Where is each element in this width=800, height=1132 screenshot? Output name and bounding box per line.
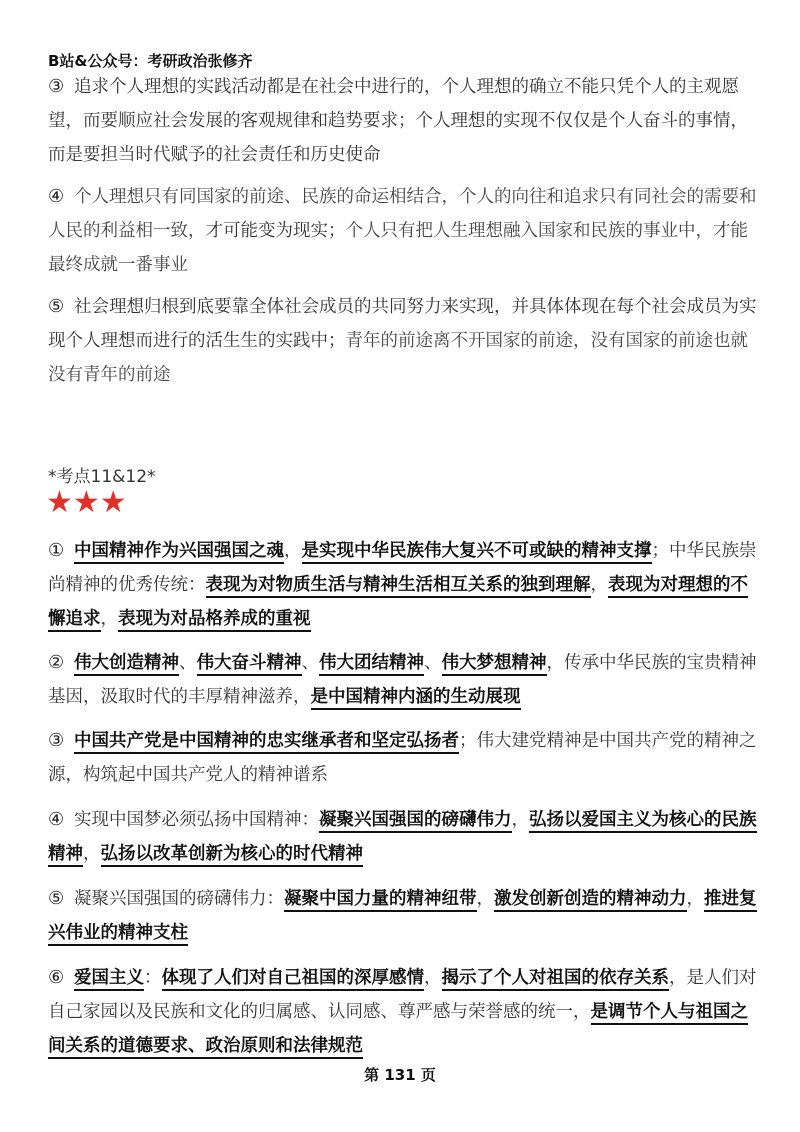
item-text: ， bbox=[590, 575, 608, 595]
item-number: ③ bbox=[48, 76, 65, 97]
item-text: ， bbox=[100, 609, 118, 629]
list-item-3-ideal bbox=[48, 70, 760, 172]
item-text: 社会理想归根到底要靠全体社会成员的共同努力来实现，并具体体现在每个社会成员为实现个人理想而进行的活生生的实践中； bbox=[48, 297, 757, 351]
list-item-5-spirit bbox=[48, 882, 760, 950]
key-point: 表现为对理想的不懈追求 bbox=[48, 575, 748, 632]
item-text: ， bbox=[511, 810, 529, 830]
item-text: 青年的前途离不开国家的前途，没有国家的前途也就没有青年的前途 bbox=[48, 331, 748, 385]
key-point: 中国精神作为兴国强国之魂 bbox=[74, 541, 284, 564]
item-text: ， bbox=[284, 541, 302, 561]
list-item-2-spirit bbox=[48, 646, 760, 714]
page-number: 第 131 页 bbox=[364, 1066, 436, 1084]
item-number: ⑥ bbox=[48, 967, 65, 988]
item-text: ， bbox=[424, 968, 442, 988]
item-text: ， bbox=[686, 889, 704, 909]
key-point: 伟大创造精神 bbox=[74, 653, 179, 676]
item-text: 、 bbox=[424, 653, 442, 673]
item-text: 追求个人理想的实践活动都是在社会中进行的，个人理想的确立不能只凭个人的主观愿望，而要顺应社会发展的客观规律和趋势要求；个人理想的实现不仅仅是个人奋斗的事情，而是要担当时代赋予的社会责任和历史使命 bbox=[48, 77, 748, 165]
item-text: ， bbox=[476, 889, 494, 909]
key-point: 是调节个人与祖国之间关系的道德要求、政治原则和法律规范 bbox=[48, 1002, 748, 1059]
item-number: ④ bbox=[48, 809, 65, 830]
item-text: 实现中国梦必须弘扬中国精神： bbox=[74, 810, 319, 830]
key-point: 激发创新创造的精神动力 bbox=[494, 889, 687, 912]
item-text: 个人只有把人生理想融入国家和民族的事业中，才能最终成就一番事业 bbox=[48, 221, 748, 275]
item-text: 、 bbox=[179, 653, 197, 673]
item-text: 个人理想只有同国家的前途、民族的命运相结合，个人的向往和追求只有同社会的需要和人民的利益相一致， bbox=[48, 187, 757, 241]
item-number: ④ bbox=[48, 186, 65, 207]
item-text: 才可能变为现实； bbox=[205, 221, 346, 241]
key-point: 伟大团结精神 bbox=[319, 653, 424, 676]
list-item-3-spirit bbox=[48, 724, 760, 792]
key-point: 表现为对物质生活与精神生活相互关系的独到理解 bbox=[206, 575, 591, 598]
item-text: ；中华民族崇尚精神的优秀传统： bbox=[48, 541, 757, 595]
list-item-5-ideal bbox=[48, 290, 760, 392]
topic-label: *考点11&12* bbox=[48, 467, 156, 487]
key-point: 是实现中华民族伟大复兴不可或缺的精神支撑 bbox=[302, 541, 652, 564]
item-text: ；伟大建党精神是中国共产党的精神之源，构筑起中国共产党人的精神谱系 bbox=[48, 731, 757, 785]
source-header: B站&公众号：考研政治张修齐 bbox=[48, 52, 253, 70]
key-point: 体现了人们对自己祖国的深厚感情 bbox=[162, 968, 425, 991]
item-text: ： bbox=[144, 968, 162, 988]
item-text: ，是人们对自己家园以及民族和文化的归属感、认同感、尊严感与荣誉感的统一， bbox=[48, 968, 757, 1022]
key-point: 伟大奋斗精神 bbox=[197, 653, 302, 676]
key-point: 中国共产党是中国精神的忠实继承者和坚定弘扬者 bbox=[74, 731, 459, 754]
item-number: ⑤ bbox=[48, 296, 65, 317]
item-text: 凝聚兴国强国的磅礴伟力： bbox=[74, 889, 284, 909]
key-point: 推进复兴伟业的精神支柱 bbox=[48, 889, 757, 946]
star-rating-icon: ★★★ bbox=[46, 485, 127, 520]
key-point: 凝聚兴国强国的磅礴伟力 bbox=[319, 810, 512, 833]
key-point: 表现为对品格养成的重视 bbox=[118, 609, 311, 632]
key-point: 凝聚中国力量的精神纽带 bbox=[284, 889, 477, 912]
key-point: 爱国主义 bbox=[74, 968, 144, 991]
key-point: 弘扬以改革创新为核心的时代精神 bbox=[101, 844, 364, 867]
item-number: ② bbox=[48, 652, 65, 673]
key-point: 弘扬以爱国主义为核心的民族精神 bbox=[48, 810, 757, 867]
item-text: ，传承中华民族的宝贵精神基因，汲取时代的丰厚精神滋养， bbox=[48, 653, 757, 707]
item-number: ① bbox=[48, 540, 65, 561]
item-number: ③ bbox=[48, 730, 65, 751]
list-item-4-ideal bbox=[48, 180, 760, 282]
list-item-4-spirit bbox=[48, 803, 760, 871]
key-point: 是中国精神内涵的生动展现 bbox=[311, 687, 521, 710]
key-point: 揭示了个人对祖国的依存关系 bbox=[442, 968, 670, 991]
item-text: 、 bbox=[301, 653, 319, 673]
item-text: ， bbox=[83, 844, 101, 864]
list-item-1-spirit bbox=[48, 534, 760, 636]
item-number: ⑤ bbox=[48, 888, 65, 909]
list-item-6-spirit bbox=[48, 961, 760, 1063]
key-point: 伟大梦想精神 bbox=[442, 653, 547, 676]
